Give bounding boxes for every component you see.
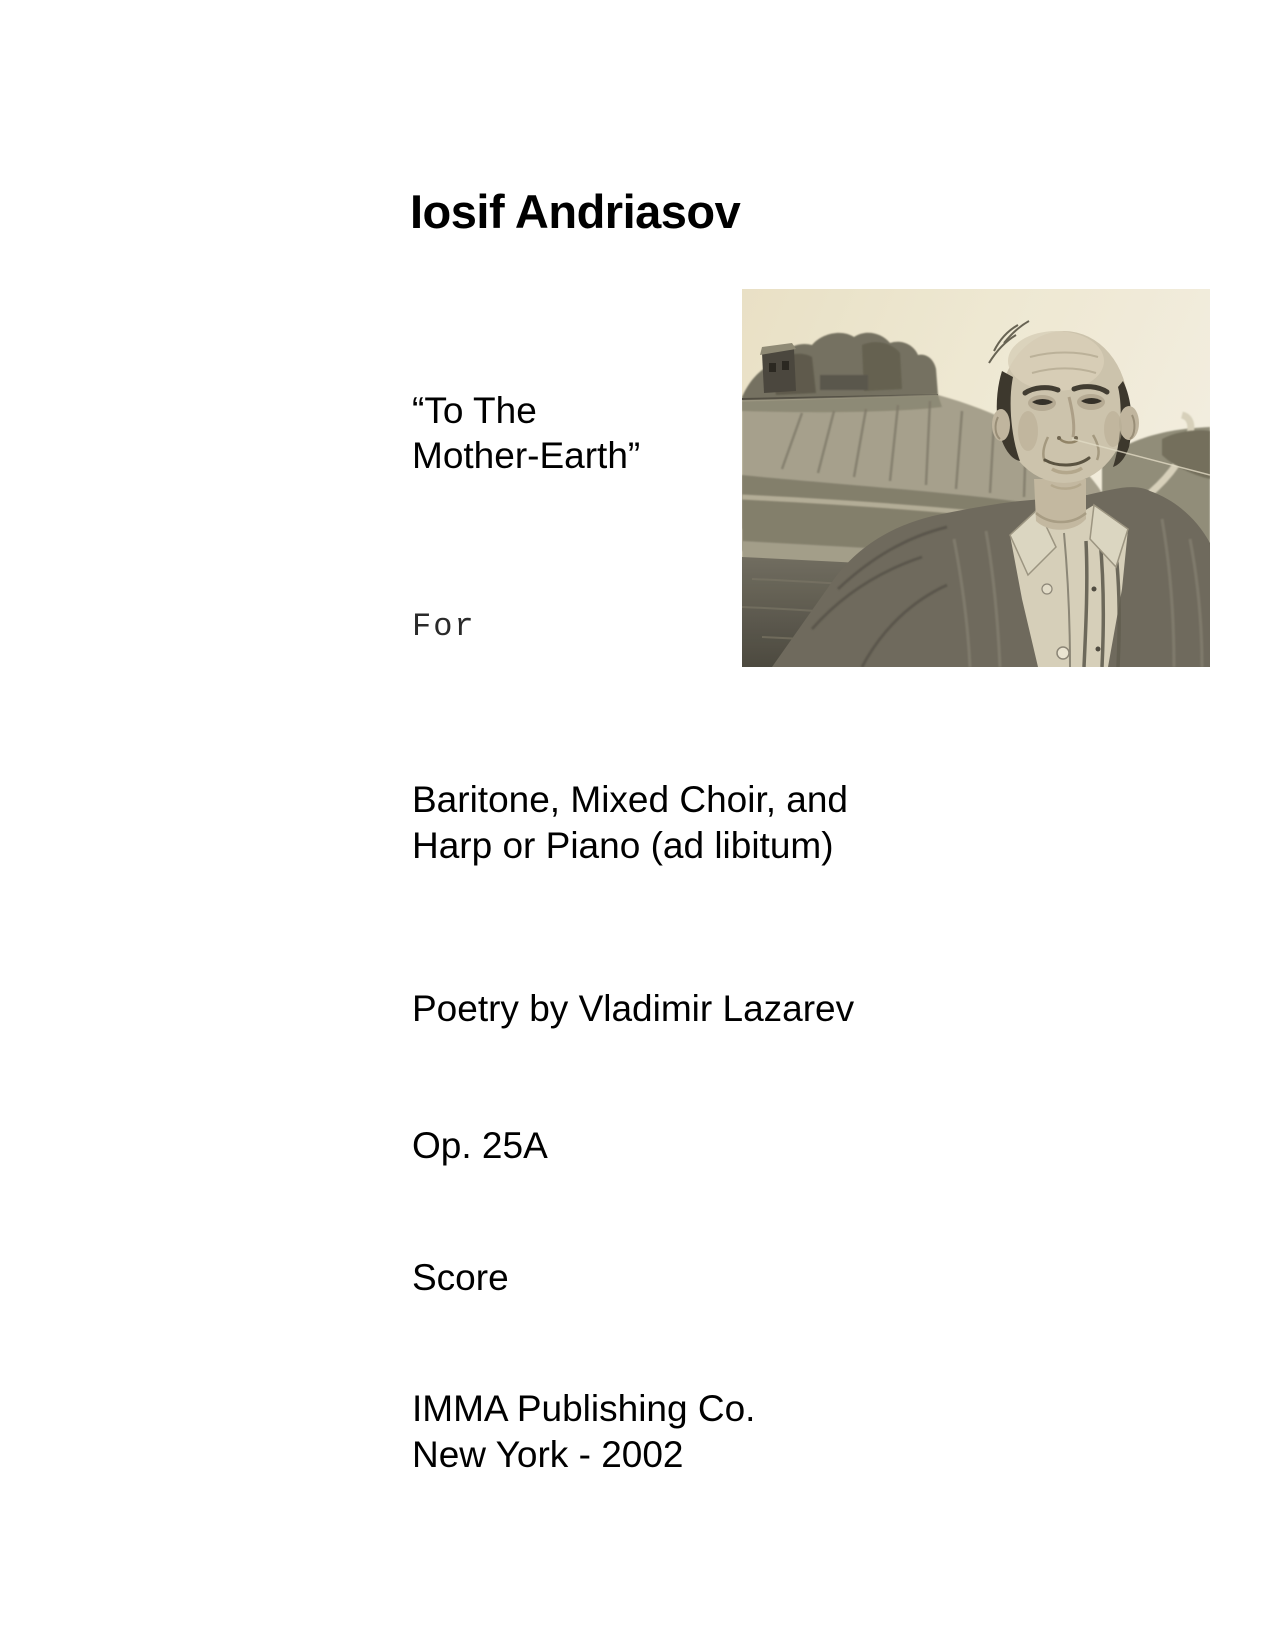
publication-place-year: New York - 2002 (412, 1434, 684, 1475)
photo-sepia-overlay (742, 289, 1210, 667)
opus-number: Op. 25A (412, 1125, 548, 1166)
publisher-block (412, 1386, 755, 1478)
composer-name: Iosif Andriasov (410, 185, 741, 239)
instrumentation-line-1: Baritone, Mixed Choir, and (412, 779, 849, 820)
instrumentation (412, 777, 848, 869)
work-title-line-2: Mother-Earth” (412, 435, 641, 476)
publisher-name: IMMA Publishing Co. (412, 1388, 756, 1429)
score-label: Score (412, 1257, 509, 1298)
poetry-credit: Poetry by Vladimir Lazarev (412, 988, 855, 1029)
instrumentation-line-2: Harp or Piano (ad libitum) (412, 825, 834, 866)
work-title (412, 388, 640, 478)
work-title-line-1: “To The (412, 390, 537, 431)
for-label: For (412, 608, 476, 645)
composer-portrait-photo (742, 289, 1210, 667)
